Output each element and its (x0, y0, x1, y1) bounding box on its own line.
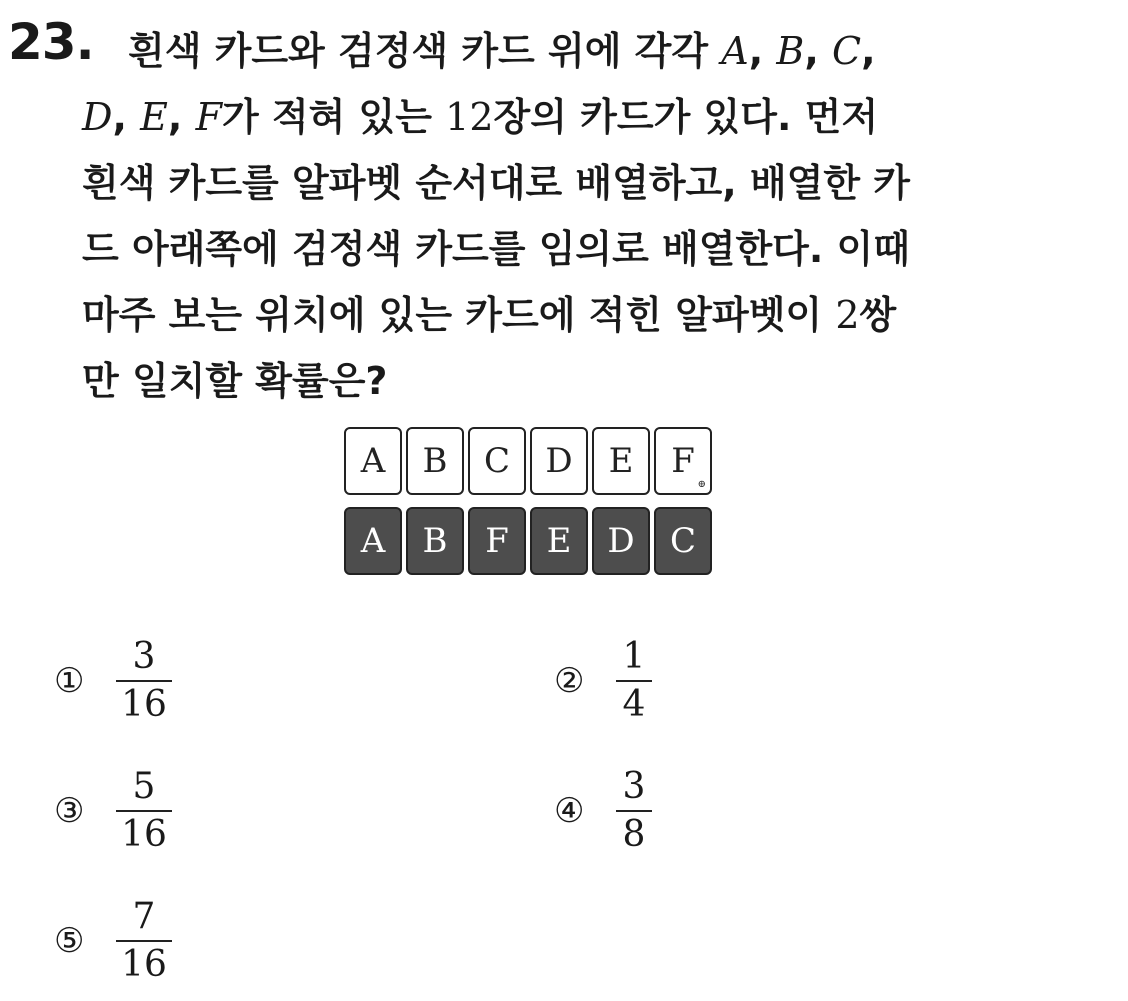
question-line (82, 216, 1068, 282)
fraction (116, 767, 172, 855)
question-line (82, 150, 1068, 216)
answer-choice-5[interactable] (54, 897, 172, 985)
text-segment: C (832, 29, 862, 73)
question-line (128, 18, 1068, 84)
fraction-bar (116, 940, 172, 942)
denominator: 4 (622, 684, 646, 725)
text-segment: 12 (445, 95, 494, 139)
white-card: F ⊕ (654, 427, 712, 495)
numerator: 5 (132, 766, 156, 807)
text-segment: , (167, 95, 196, 139)
text-segment: D (82, 95, 113, 139)
text-segment: E (140, 95, 168, 139)
text-segment: 장의 카드가 있다. 먼저 (493, 95, 879, 139)
numerator: 3 (132, 636, 156, 677)
text-segment: A (721, 29, 749, 73)
text-segment: B (776, 29, 805, 73)
text-segment: , (861, 29, 876, 73)
question-line (82, 84, 1068, 150)
black-card: D (592, 507, 650, 575)
fraction-bar (616, 680, 652, 682)
text-segment: F (195, 95, 222, 139)
question-text (82, 18, 1068, 414)
text-segment: , (804, 29, 833, 73)
black-card: C (654, 507, 712, 575)
fraction-bar (116, 680, 172, 682)
fraction (116, 637, 172, 725)
fraction (116, 897, 172, 985)
answer-choice-2[interactable] (554, 637, 652, 725)
card-diagram (344, 427, 712, 587)
black-card: A (344, 507, 402, 575)
choice-marker: ① (54, 661, 85, 701)
fraction (616, 767, 652, 855)
text-segment: 2 (835, 293, 860, 337)
denominator: 16 (121, 814, 167, 855)
choice-marker: ⑤ (54, 921, 85, 961)
white-card: A (344, 427, 402, 495)
answer-choice-1[interactable] (54, 637, 172, 725)
white-card: D (530, 427, 588, 495)
text-segment: 만 일치할 확률은? (82, 359, 388, 403)
choice-marker: ④ (554, 791, 585, 831)
text-segment: 흰색 카드와 검정색 카드 위에 각각 (128, 29, 722, 73)
black-card: B (406, 507, 464, 575)
text-segment: 드 아래쪽에 검정색 카드를 임의로 배열한다. 이때 (82, 227, 910, 271)
text-segment: 가 적혀 있는 (221, 95, 446, 139)
question-line (82, 282, 1068, 348)
text-segment: 쌍 (859, 293, 897, 337)
denominator: 8 (622, 814, 646, 855)
corner-mark-icon: ⊕ (697, 479, 706, 490)
numerator: 7 (132, 896, 156, 937)
fraction-bar (116, 810, 172, 812)
denominator: 16 (121, 684, 167, 725)
choice-marker: ② (554, 661, 585, 701)
numerator: 3 (622, 766, 646, 807)
white-card: B (406, 427, 464, 495)
black-card: F (468, 507, 526, 575)
question-number: 23. (8, 13, 94, 71)
white-card: C (468, 427, 526, 495)
text-segment: 마주 보는 위치에 있는 카드에 적힌 알파벳이 (82, 293, 836, 337)
black-card: E (530, 507, 588, 575)
fraction (616, 637, 652, 725)
text-segment: , (748, 29, 777, 73)
choice-marker: ③ (54, 791, 85, 831)
answer-choice-4[interactable] (554, 767, 652, 855)
white-card-row (344, 427, 712, 495)
black-card-row (344, 507, 712, 575)
denominator: 16 (121, 944, 167, 985)
question-line (82, 348, 1068, 414)
numerator: 1 (622, 636, 646, 677)
answer-choice-3[interactable] (54, 767, 172, 855)
text-segment: 흰색 카드를 알파벳 순서대로 배열하고, 배열한 카 (82, 161, 910, 205)
fraction-bar (616, 810, 652, 812)
text-segment: , (112, 95, 141, 139)
white-card: E (592, 427, 650, 495)
